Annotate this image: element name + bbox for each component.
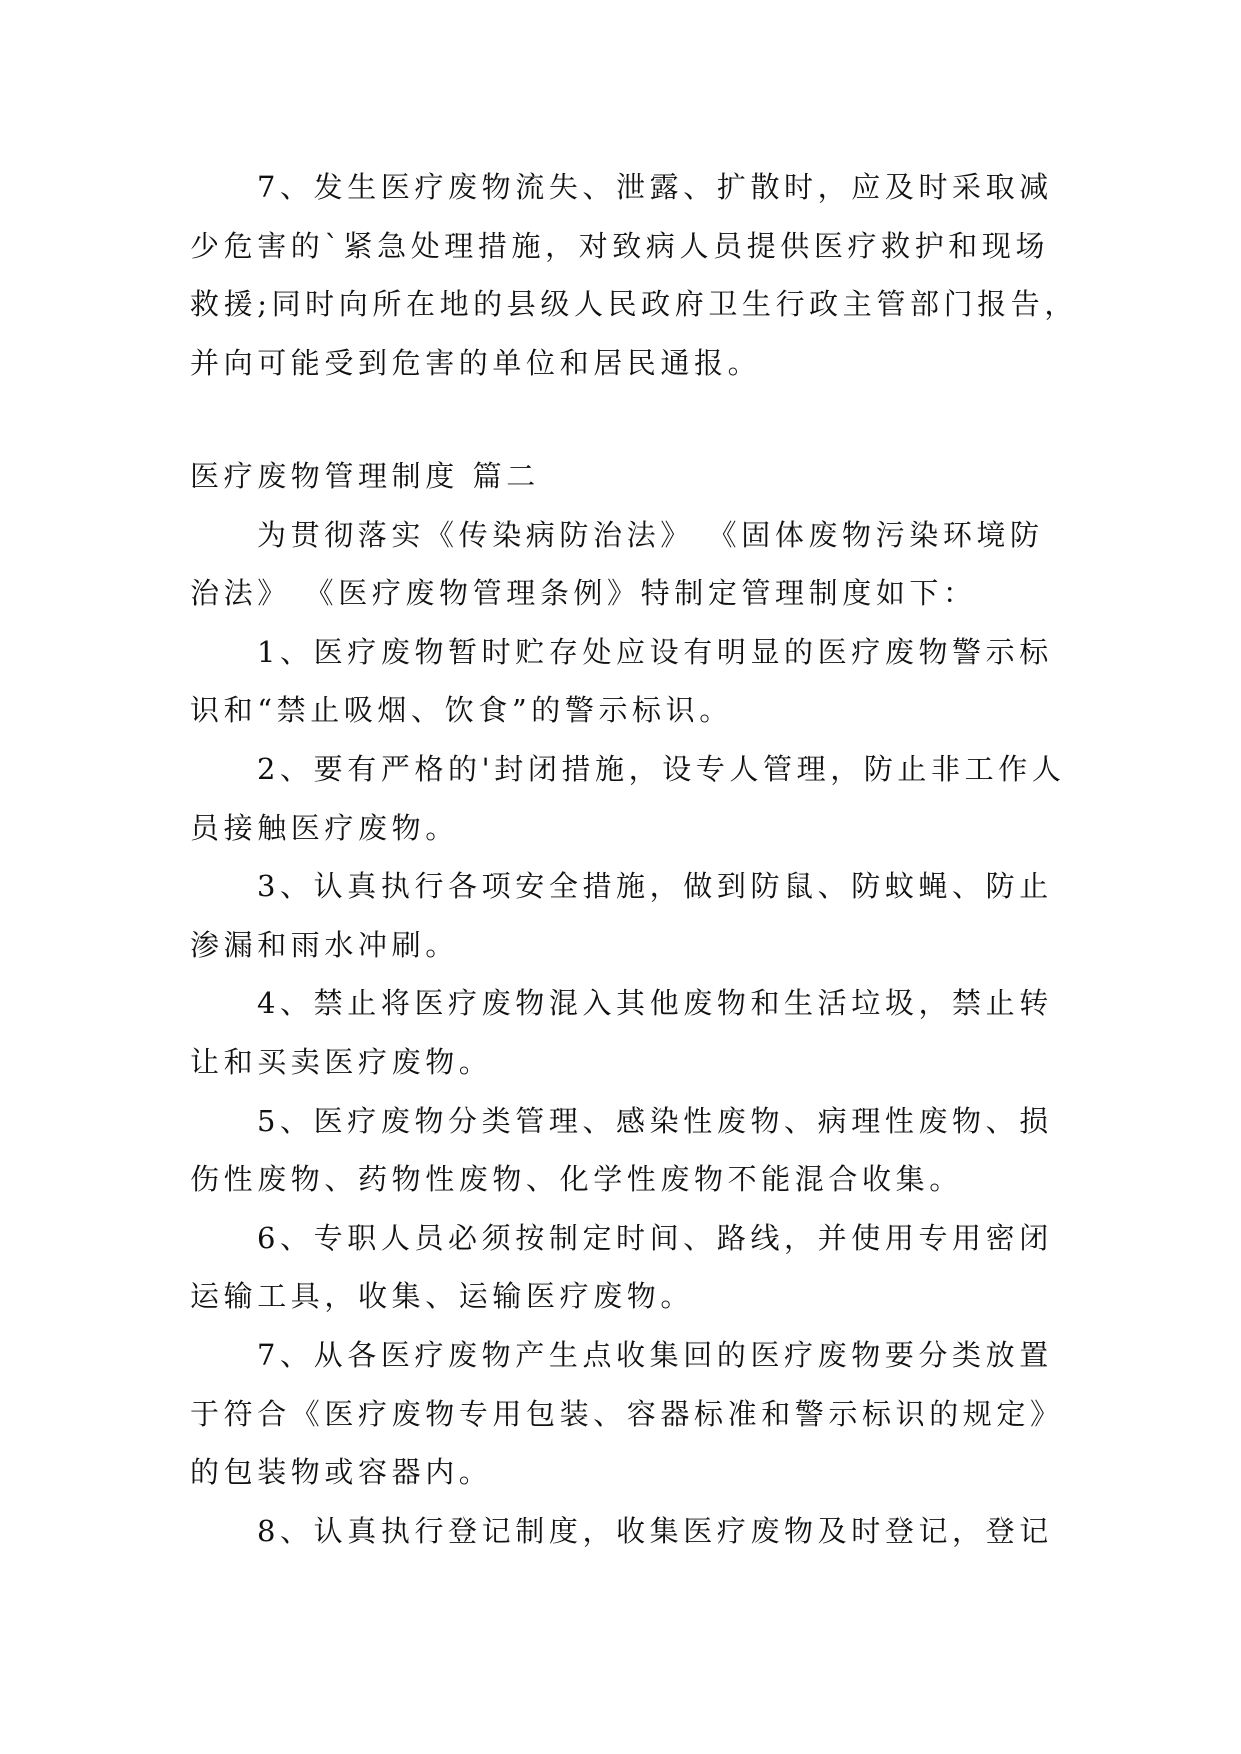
paragraph	[190, 740, 1130, 857]
paragraph	[190, 857, 1130, 974]
text-line: 6、专职人员必须按制定时间、路线，并使用专用密闭	[257, 1220, 1053, 1255]
text-line: 员接触医疗废物。	[190, 810, 459, 845]
text-line: 5、医疗废物分类管理、感染性废物、病理性废物、损	[257, 1103, 1053, 1138]
document-section-1	[190, 158, 1130, 392]
text-line: 3、认真执行各项安全措施，做到防鼠、防蚊蝇、防止	[257, 869, 1053, 904]
text-line: 治法》 《医疗废物管理条例》特制定管理制度如下：	[190, 576, 977, 611]
text-line: 渗漏和雨水冲刷。	[190, 927, 459, 962]
text-line: 2、要有严格的'封闭措施，设专人管理，防止非工作人	[257, 751, 1066, 786]
text-line: 运输工具，收集、运输医疗废物。	[190, 1279, 695, 1314]
text-line: 的包装物或容器内。	[190, 1455, 493, 1490]
paragraph	[190, 1092, 1130, 1209]
text-line: 伤性废物、药物性废物、化学性废物不能混合收集。	[190, 1162, 963, 1197]
section-heading: 医疗废物管理制度 篇二	[190, 459, 540, 493]
text-line: 少危害的`紧急处理措施，对致病人员提供医疗救护和现场	[190, 228, 1050, 263]
text-line: 救援;同时向所在地的县级人民政府卫生行政主管部门报告，	[190, 287, 1078, 322]
text-line: 7、从各医疗废物产生点收集回的医疗废物要分类放置	[257, 1337, 1053, 1372]
text-line: 并向可能受到危害的单位和居民通报。	[190, 345, 762, 380]
paragraph	[190, 158, 1130, 392]
text-line: 8、认真执行登记制度，收集医疗废物及时登记，登记	[257, 1513, 1053, 1548]
paragraph	[190, 623, 1130, 740]
paragraph	[190, 974, 1130, 1091]
paragraph	[190, 1326, 1130, 1502]
paragraph	[190, 506, 1130, 623]
text-line: 让和买卖医疗废物。	[190, 1044, 493, 1079]
paragraph	[190, 1502, 1130, 1561]
document-section-2	[190, 447, 1130, 1560]
text-line: 为贯彻落实《传染病防治法》 《固体废物污染环境防	[257, 517, 1044, 552]
text-line: 1、医疗废物暂时贮存处应设有明显的医疗废物警示标	[257, 634, 1053, 669]
paragraph	[190, 1209, 1130, 1326]
text-line: 于符合《医疗废物专用包装、容器标准和警示标识的规定》	[190, 1396, 1064, 1431]
text-line: 7、发生医疗废物流失、泄露、扩散时，应及时采取减	[257, 170, 1053, 204]
text-line: 4、禁止将医疗废物混入其他废物和生活垃圾，禁止转	[257, 986, 1053, 1021]
text-line: 识和“禁止吸烟、饮食”的警示标识。	[190, 693, 733, 728]
